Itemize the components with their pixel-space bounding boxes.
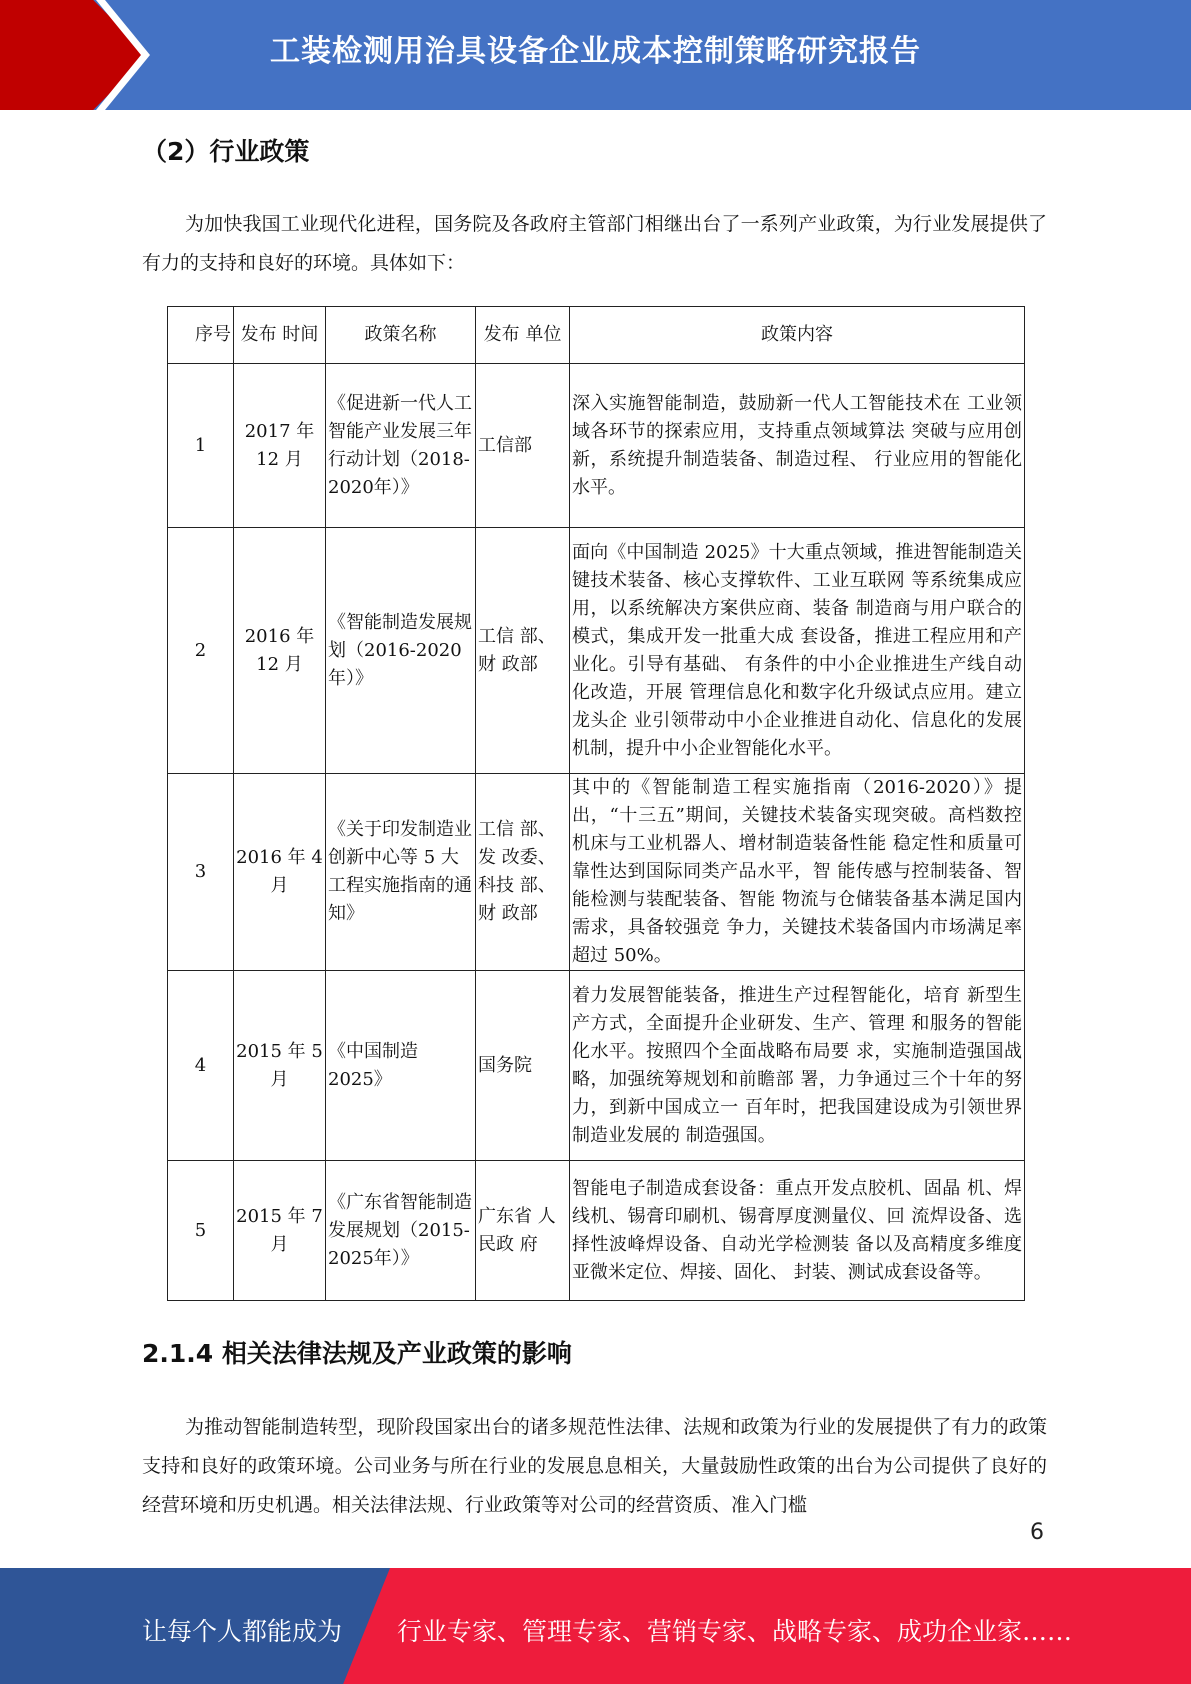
table-row: [168, 971, 1025, 1161]
row-content: 智能电子制造成套设备：重点开发点胶机、固晶 机、焊线机、锡膏印刷机、锡膏厚度测量仪、回 流焊设备、选择性波峰焊设备、自动光学检测装 备以及高精度多维度亚微米定位、焊接、固化、 封装、测试成套设备等。: [570, 1161, 1025, 1301]
row-date: 2015 年 5 月: [234, 971, 326, 1161]
report-title: 工装检测用治具设备企业成本控制策略研究报告: [270, 34, 921, 69]
table-row: [168, 528, 1025, 774]
row-name: 《广东省智能制造发展规划（2015-2025年）》: [326, 1161, 476, 1301]
row-content: 其中的《智能制造工程实施指南（2016-2020）》提出，“十三五”期间，关键技术装备实现突破。高档数控机床与工业机器人、增材制造装备性能 稳定性和质量可靠性达到国际同类产品水平，智 能传感与控制装备、智能检测与装配装备、智能 物流与仓储装备基本满足国内需求，具备较强竞 争力，关键技术装备国内市场满足率超过 50%。: [570, 774, 1025, 971]
row-date: 2015 年 7 月: [234, 1161, 326, 1301]
row-no: 5: [168, 1161, 234, 1301]
row-date: 2016 年 12 月: [234, 528, 326, 774]
row-unit: 工信部: [476, 364, 570, 528]
row-unit: 国务院: [476, 971, 570, 1161]
intro-paragraph: 为加快我国工业现代化进程，国务院及各政府主管部门相继出台了一系列产业政策，为行业发展提供了有力的支持和良好的环境。具体如下：: [142, 213, 1047, 274]
row-no: 4: [168, 971, 234, 1161]
header-date: 发布 时间: [234, 307, 326, 364]
table-row: [168, 774, 1025, 971]
table-header-row: [168, 307, 1025, 364]
header-unit: 发布 单位: [476, 307, 570, 364]
row-no: 3: [168, 774, 234, 971]
table-row: [168, 364, 1025, 528]
policy-heading: （2）行业政策: [142, 137, 310, 166]
row-content: 着力发展智能装备，推进生产过程智能化，培育 新型生产方式，全面提升企业研发、生产、管理 和服务的智能化水平。按照四个全面战略布局要 求，实施制造强国战略，加强统筹规划和前瞻部 署，力争通过三个十年的努力，到新中国成立一 百年时，把我国建设成为引领世界制造业发展的 制造强国。: [570, 971, 1025, 1161]
section-heading: 2.1.4 相关法律法规及产业政策的影响: [142, 1339, 572, 1368]
page-header: [0, 0, 1191, 110]
row-content: 深入实施智能制造，鼓励新一代人工智能技术在 工业领域各环节的探索应用，支持重点领域算法 突破与应用创新，系统提升制造装备、制造过程、 行业应用的智能化水平。: [570, 364, 1025, 528]
header-no: 序号: [168, 307, 234, 364]
row-unit: 工信 部、财 政部: [476, 528, 570, 774]
section-paragraph: 为推动智能制造转型，现阶段国家出台的诸多规范性法律、法规和政策为行业的发展提供了有力的政策支持和良好的政策环境。公司业务与所在行业的发展息息相关，大量鼓励性政策的出台为公司提供了良好的经营环境和历史机遇。相关法律法规、行业政策等对公司的经营资质、准入门槛: [142, 1416, 1047, 1516]
table-row: [168, 1161, 1025, 1301]
header-content: 政策内容: [570, 307, 1025, 364]
row-no: 1: [168, 364, 234, 528]
row-name: 《促进新一代人工智能产业发展三年行动计划（2018-2020年）》: [326, 364, 476, 528]
row-name: 《中国制造 2025》: [326, 971, 476, 1161]
row-date: 2017 年 12 月: [234, 364, 326, 528]
policy-table: [167, 306, 1025, 1301]
page-footer: [0, 1568, 1191, 1684]
row-name: 《智能制造发展规划（2016-2020年）》: [326, 528, 476, 774]
header-red-arrow: [0, 0, 148, 110]
row-content: 面向《中国制造 2025》十大重点领域，推进智能制造关键技术装备、核心支撑软件、工业互联网 等系统集成应用，以系统解决方案供应商、装备 制造商与用户联合的模式，集成开发一批重大成 套设备，推进工程应用和产业化。引导有基础、 有条件的中小企业推进生产线自动化改造，开展 管理信息化和数字化升级试点应用。建立龙头企 业引领带动中小企业推进自动化、信息化的发展 机制，提升中小企业智能化水平。: [570, 528, 1025, 774]
row-no: 2: [168, 528, 234, 774]
row-date: 2016 年 4 月: [234, 774, 326, 971]
row-name: 《关于印发制造业创新中心等 5 大工程实施指南的通知》: [326, 774, 476, 971]
row-unit: 广东省 人民政 府: [476, 1161, 570, 1301]
page-number: 6: [1030, 1520, 1044, 1545]
footer-slogan-left: 让每个人都能成为: [142, 1617, 343, 1646]
header-name: 政策名称: [326, 307, 476, 364]
footer-slogan-right: 行业专家、管理专家、营销专家、战略专家、成功企业家……: [397, 1617, 1073, 1646]
row-unit: 工信 部、发 改委、科技 部、财 政部: [476, 774, 570, 971]
